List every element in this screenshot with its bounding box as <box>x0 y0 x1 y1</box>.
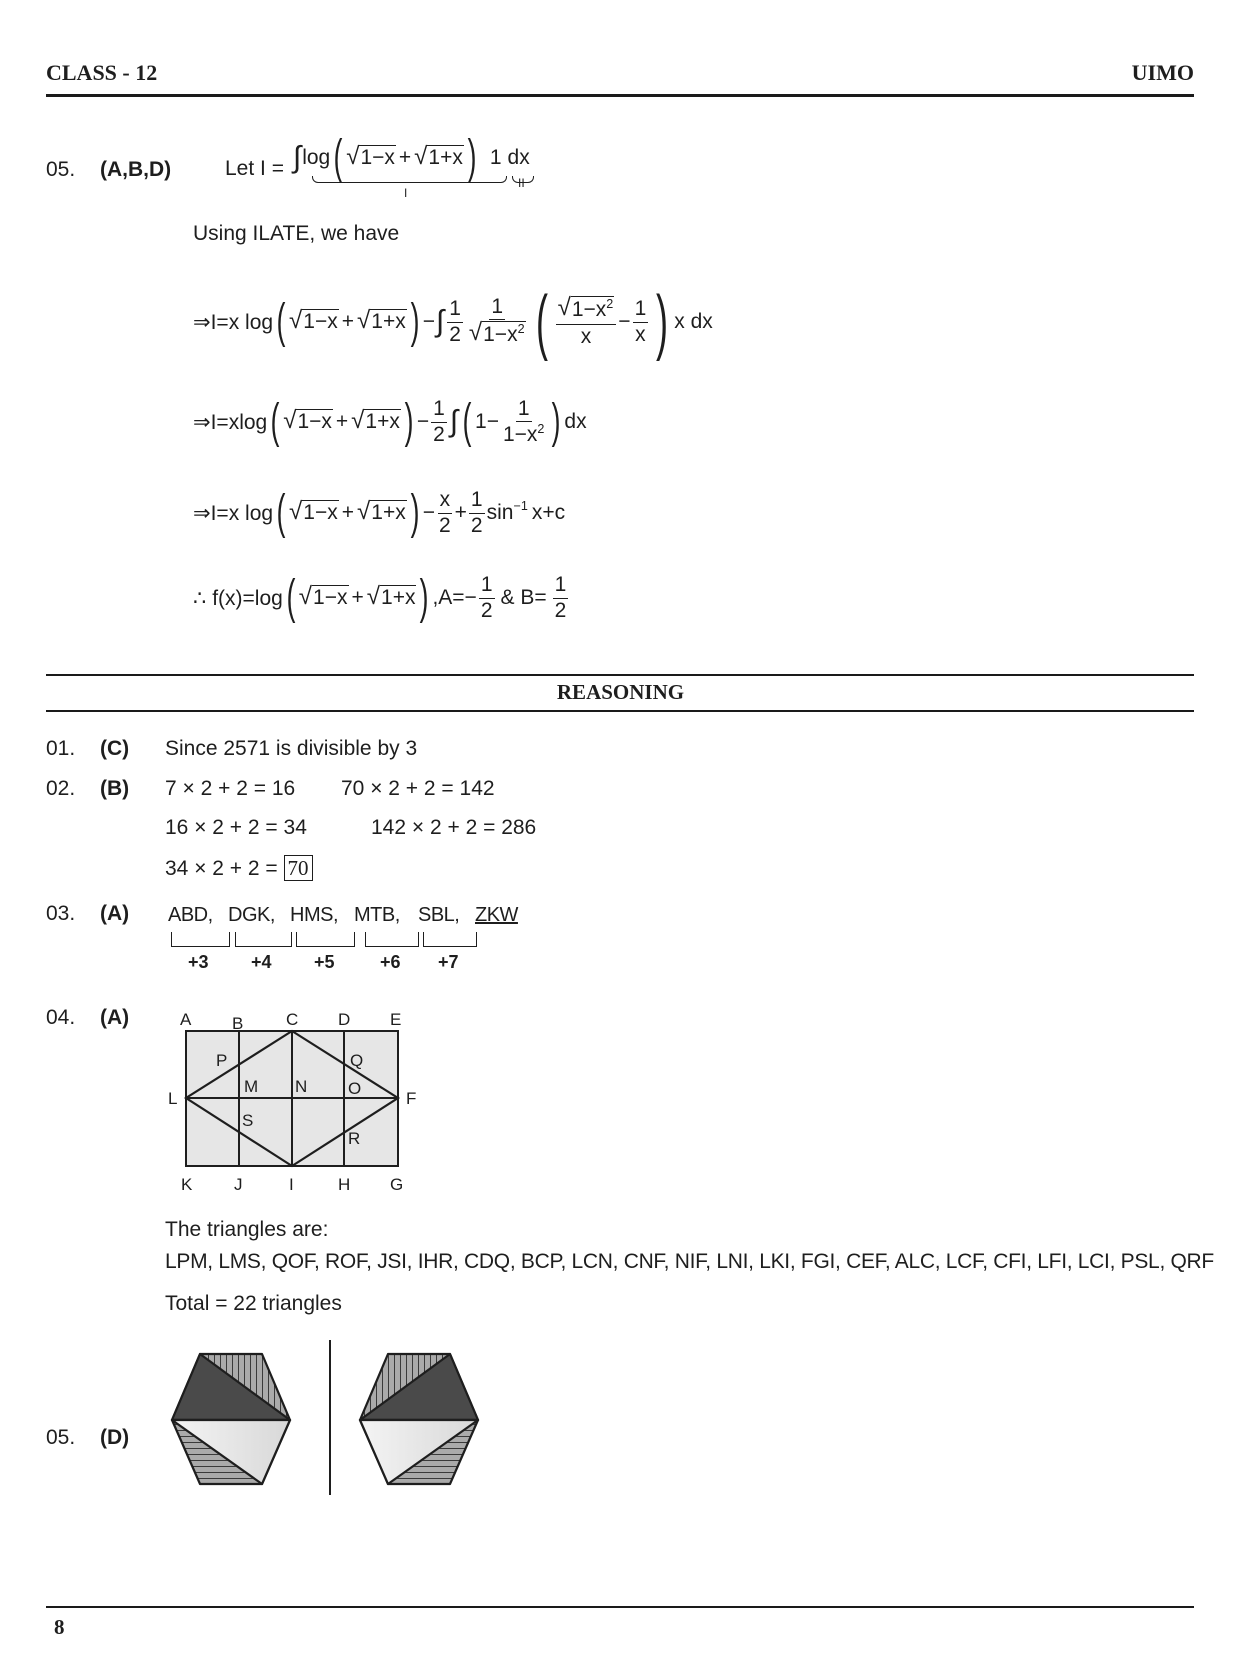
sqrt-term-1: √ 1−x <box>346 143 395 171</box>
svg-text:L: L <box>168 1089 178 1108</box>
seq-step: +6 <box>380 952 401 972</box>
q2-row1-left: 7 × 2 + 2 = 16 <box>165 777 296 800</box>
integral-sign: ∫ <box>292 141 302 174</box>
header-rule <box>46 94 1194 97</box>
q2-row1-right: 70 × 2 + 2 = 142 <box>341 777 495 800</box>
reasoning-q5-number: 05. <box>46 1426 76 1449</box>
mirror-image-figure <box>160 1340 500 1500</box>
header-class-label: CLASS - 12 <box>46 60 158 85</box>
fraction-inverse-sqrt: 1 √ $1-x^2$ <box>468 295 525 347</box>
reasoning-q1-text: Since 2571 is divisible by 3 <box>165 737 418 760</box>
fraction-sqrt-over-x: √ $1-x^2$ x <box>556 296 617 347</box>
fraction-one-over-x: $\frac{1}{x}$ <box>634 297 647 346</box>
reasoning-q2-answer: (B) <box>100 777 130 800</box>
svg-text:C: C <box>286 1010 299 1029</box>
paren-open: ( <box>535 282 548 362</box>
seq-bracket <box>365 932 419 947</box>
svg-text:B: B <box>232 1014 244 1033</box>
page-number: 8 <box>54 1615 65 1639</box>
seq-word: ABD, <box>168 904 213 926</box>
math-step-3: ⇒I=x log ( √ 1−x + √ 1+x ) − $\frac{x}{2}$ + $\frac{1}{2}$ sin $^{-1}$ x+c <box>193 486 566 539</box>
paren-open: ( <box>276 295 286 348</box>
svg-text:H: H <box>338 1175 351 1190</box>
paren-close: ) <box>656 282 669 362</box>
seq-step: +4 <box>251 952 272 972</box>
brace-label-II: II <box>518 176 525 190</box>
reasoning-q3-number: 03. <box>46 902 76 925</box>
reasoning-q1-answer: (C) <box>100 737 130 760</box>
ilate-text: Using ILATE, we have <box>193 222 400 245</box>
svg-text:G: G <box>390 1175 404 1190</box>
seq-word: MTB, <box>354 904 400 926</box>
fraction-A: $\frac{1}{2}$ <box>480 573 493 622</box>
sqrt-term-2: √ 1+x <box>414 143 463 171</box>
svg-text:N: N <box>295 1077 308 1096</box>
reasoning-bottom-rule <box>46 710 1194 712</box>
seq-word: HMS, <box>290 904 338 926</box>
math-step-1: ⇒I=x log ( √ 1−x + √ 1+x ) − ∫ $\frac{1}{2}$ 1 √ $1-x^2$ ( √ $1-x^2$ x − $\frac{1}{x}$ ) x dx <box>193 282 713 362</box>
math-step-2: ⇒I=xlog ( √ 1−x + √ 1+x ) − $\frac{1}{2}$ ∫ ( 1− $\frac{1}{1-x^2}$ ) dx <box>193 395 587 448</box>
svg-text:A: A <box>180 1010 192 1029</box>
svg-text:I: I <box>289 1175 294 1190</box>
math-conclusion: ∴ f(x)=log ( √ 1−x + √ 1+x ) ,A=− $\frac{1}{2}$ & B= $\frac{1}{2}$ <box>193 571 567 624</box>
svg-text:Q: Q <box>350 1051 364 1070</box>
fraction-half: $\frac{1}{2}$ <box>433 397 445 446</box>
step1-prefix: ⇒I=x log <box>193 310 274 334</box>
seq-bracket <box>235 932 292 947</box>
reasoning-q5-answer: (D) <box>100 1426 130 1449</box>
mirror-hexagon <box>360 1354 478 1484</box>
log-text: log <box>302 146 331 169</box>
svg-text:P: P <box>216 1051 228 1070</box>
dx-text: dx <box>507 146 530 169</box>
svg-text:K: K <box>181 1175 193 1190</box>
underbrace-I <box>312 176 507 183</box>
triangle-count-figure <box>150 990 420 1190</box>
seq-word: DGK, <box>228 904 275 926</box>
seq-word: SBL, <box>418 904 460 926</box>
paren-close: ) <box>467 131 477 184</box>
math-question-number: 05. <box>46 158 76 181</box>
seq-bracket <box>423 932 477 947</box>
seq-step: +7 <box>438 952 459 972</box>
paren-close: ) <box>410 295 420 348</box>
q2-row2-left: 16 × 2 + 2 = 34 <box>165 816 307 839</box>
sqrt-term: √ 1+x <box>357 307 406 335</box>
svg-text:M: M <box>244 1077 259 1096</box>
header-uimo-label: UIMO <box>1131 60 1194 85</box>
seq-bracket <box>296 932 355 947</box>
seq-word: ZKW <box>475 904 518 926</box>
integral-sign: ∫ <box>449 405 459 438</box>
svg-text:J: J <box>234 1175 243 1190</box>
svg-text:F: F <box>406 1089 417 1108</box>
q2-row2-right: 142 × 2 + 2 = 286 <box>371 816 537 839</box>
triangles-list: LPM, LMS, QOF, ROF, JSI, IHR, CDQ, BCP, LCN, CNF, NIF, LNI, LKI, FGI, CEF, ALC, LCF, CFI, LFI, LCI, PSL, QRF <box>165 1250 1214 1273</box>
boxed-answer: 70 <box>284 855 313 881</box>
paren-open: ( <box>333 131 343 184</box>
triangles-total: Total = 22 triangles <box>165 1292 342 1315</box>
reasoning-q1-number: 01. <box>46 737 76 760</box>
sqrt-term: √ 1−x <box>289 307 338 335</box>
math-question-answer: (A,B,D) <box>100 158 172 181</box>
fraction-inner: $\frac{1}{1-x^2}$ <box>502 396 545 446</box>
fraction-B: $\frac{1}{2}$ <box>554 573 567 622</box>
fraction-half: $\frac{1}{2}$ <box>470 488 483 537</box>
factor-one: 1 <box>489 146 502 169</box>
reasoning-top-rule <box>46 674 1194 676</box>
plus-sign: + <box>398 146 412 169</box>
footer-rule <box>46 1606 1194 1608</box>
step1-suffix: x dx <box>674 310 713 333</box>
reasoning-q3-answer: (A) <box>100 902 130 925</box>
fraction-x-over-2: $\frac{x}{2}$ <box>438 488 451 537</box>
svg-text:D: D <box>338 1010 351 1029</box>
brace-label-I: I <box>404 186 408 200</box>
fraction-half: $\frac{1}{2}$ <box>449 297 461 346</box>
svg-text:O: O <box>348 1079 362 1098</box>
reasoning-q4-number: 04. <box>46 1006 76 1029</box>
triangles-intro: The triangles are: <box>165 1218 329 1241</box>
integral-sign: ∫ <box>435 305 445 338</box>
reasoning-q2-number: 02. <box>46 777 76 800</box>
svg-text:S: S <box>242 1111 254 1130</box>
reasoning-title: REASONING <box>556 680 685 704</box>
minus-sign: − <box>422 310 435 333</box>
reasoning-q4-answer: (A) <box>100 1006 130 1029</box>
svg-text:R: R <box>348 1129 361 1148</box>
let-label: Let I = <box>225 157 284 180</box>
seq-bracket <box>171 932 230 947</box>
original-hexagon <box>172 1354 290 1484</box>
seq-step: +5 <box>314 952 335 972</box>
seq-step: +3 <box>188 952 209 972</box>
svg-text:E: E <box>390 1010 402 1029</box>
q2-row3: 34 × 2 + 2 = 70 <box>165 856 313 881</box>
